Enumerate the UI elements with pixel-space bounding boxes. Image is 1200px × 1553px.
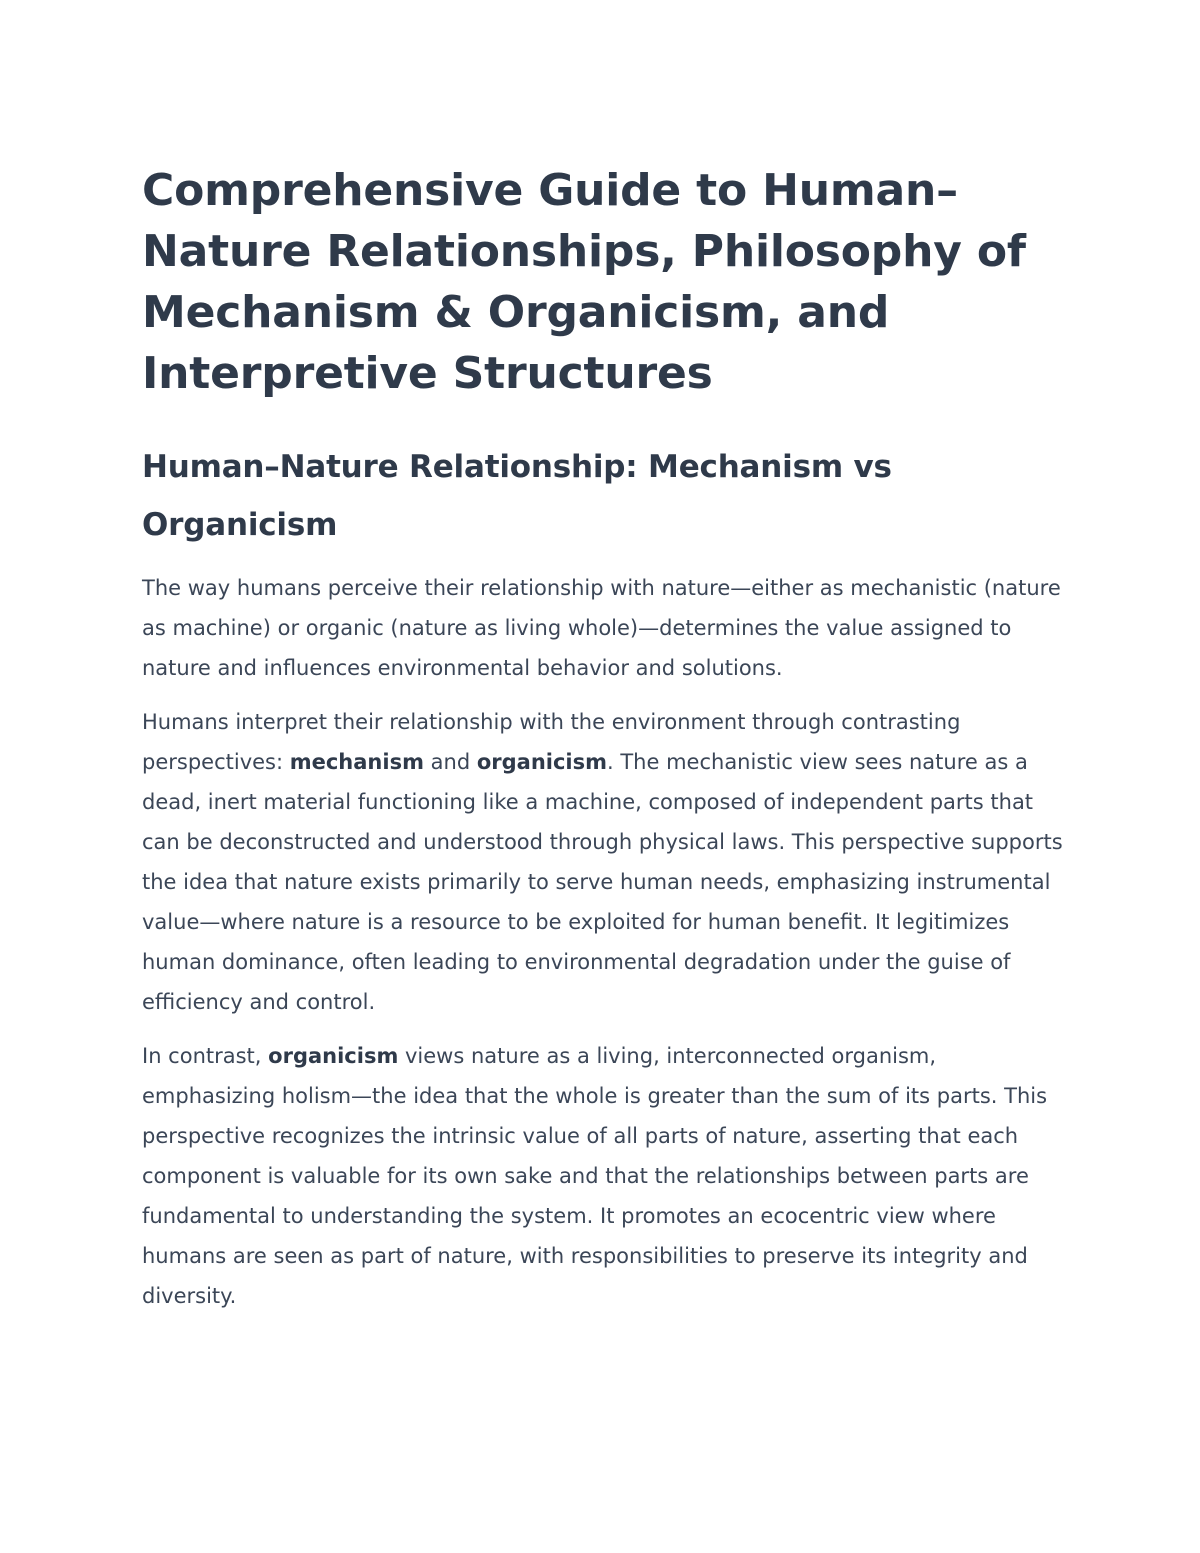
paragraph-organicism bbox=[142, 1036, 1072, 1316]
term-organicism: organicism bbox=[268, 1044, 399, 1068]
paragraph-text: views nature as a living, interconnected organism, emphasizing holism—the idea that the whole is greater than the sum of its parts. This perspective recognizes the intrinsic value of all parts of nature, asserting that each component is valuable for its own sake and that the relationships between parts are fundamental to understanding the system. It promotes an ecocentric view where humans are seen as part of nature, with responsibilities to preserve its integrity and diversity. bbox=[142, 1044, 1048, 1308]
paragraph-text: Humans interpret their relationship with the environment through contrasting perspectives: bbox=[142, 710, 961, 774]
paragraph-intro: The way humans perceive their relationship with nature—either as mechanistic (nature as machine) or organic (nature as living whole)—determines the value assigned to nature and influences environmental behavior and solutions. bbox=[142, 576, 1061, 680]
document-title: Comprehensive Guide to Human–Nature Relationships, Philosophy of Mechanism & Organicism, and Interpretive Structures bbox=[142, 165, 1026, 399]
term-organicism: organicism bbox=[476, 750, 607, 774]
document-page bbox=[142, 160, 1072, 1316]
paragraph-text: . The mechanistic view sees nature as a dead, inert material functioning like a machine, composed of independent parts that can be deconstructed and understood through physical laws. This perspective supports the idea that nature exists primarily to serve human needs, emphasizing instrumental value—where nature is a resource to be exploited for human benefit. It legitimizes human dominance, often leading to environmental degradation under the guise of efficiency and control. bbox=[142, 750, 1063, 1014]
paragraph-mechanism bbox=[142, 702, 1072, 1022]
paragraph-text: and bbox=[423, 750, 477, 774]
paragraph-text: In contrast, bbox=[142, 1044, 269, 1068]
term-mechanism: mechanism bbox=[289, 750, 424, 774]
section-heading: Human–Nature Relationship: Mechanism vs Organicism bbox=[142, 449, 892, 543]
